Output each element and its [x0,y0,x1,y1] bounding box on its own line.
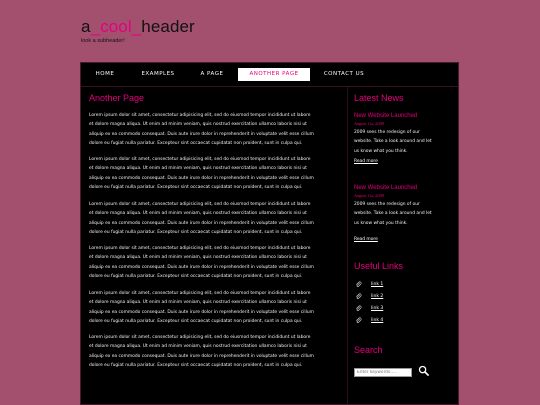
paragraph-4: Lorem ipsum dolor sit amet, consectetur adipisicing elit, sed do eiusmod tempor incididunt ut labore et dolore magna aliqua. Ut enim ad minim veniam, quis nostrud exercitation ullamco laboris nisi ut aliquip ex ea commodo consequat. Duis aute irure dolor in reprehenderit in voluptate velit esse cillum dolore eu fugiat nulla pariatur. Excepteur sint occaecat cupidatat non proident, sunt in culpa qui. [89,246,314,279]
links-heading: Useful Links [354,261,404,271]
nav-divider [81,86,458,87]
news-1-read-more[interactable]: Read more [354,159,378,164]
news-1-body: 2009 sees the redesign of our website. Take a look around and let us know what you think. [354,130,432,154]
paragraph-5: Lorem ipsum dolor sit amet, consectetur adipisicing elit, sed do eiusmod tempor incididunt ut labore et dolore magna aliqua. Ut enim ad minim veniam, quis nostrud exercitation ullamco laboris nisi ut aliquip ex ea commodo consequat. Duis aute irure dolor in reprehenderit in voluptate velit esse cillum dolore eu fugiat nulla pariatur. Excepteur sint occaecat cupidatat non proident, sunt in culpa qui. [89,291,314,324]
paragraph-2: Lorem ipsum dolor sit amet, consectetur adipisicing elit, sed do eiusmod tempor incididunt ut labore et dolore magna aliqua. Ut enim ad minim veniam, quis nostrud exercitation ullamco laboris nisi ut aliquip ex ea commodo consequat. Duis aute irure dolor in reprehenderit in voluptate velit esse cillum dolore eu fugiat nulla pariatur. Excepteur sint occaecat cupidatat non proident, sunt in culpa qui. [89,157,314,190]
paragraph-6: Lorem ipsum dolor sit amet, consectetur adipisicing elit, sed do eiusmod tempor incididunt ut labore et dolore magna aliqua. Ut enim ad minim veniam, quis nostrud exercitation ullamco laboris nisi ut aliquip ex ea commodo consequat. Duis aute irure dolor in reprehenderit in voluptate velit esse cillum dolore eu fugiat nulla pariatur. Excepteur sint occaecat cupidatat non proident, sunt in culpa qui. [89,335,314,368]
logo-suffix: header [141,17,195,36]
site-subheader: look a subheader! [81,38,125,44]
paperclip-icon [355,317,362,324]
search-icon[interactable] [418,365,429,376]
paragraph-3: Lorem ipsum dolor sit amet, consectetur adipisicing elit, sed do eiusmod tempor incididunt ut labore et dolore magna aliqua. Ut enim ad minim veniam, quis nostrud exercitation ullamco laboris nisi ut aliquip ex ea commodo consequat. Duis aute irure dolor in reprehenderit in voluptate velit esse cillum dolore eu fugiat nulla pariatur. Excepteur sint occaecat cupidatat non proident, sunt in culpa qui. [89,202,314,235]
news-2-read-more[interactable]: Read more [354,237,378,242]
paperclip-icon [355,293,362,300]
paragraph-1: Lorem ipsum dolor sit amet, consectetur adipisicing elit, sed do eiusmod tempor incididunt ut labore et dolore magna aliqua. Ut enim ad minim veniam, quis nostrud exercitation ullamco laboris nisi ut aliquip ex ea commodo consequat. Duis aute irure dolor in reprehenderit in voluptate velit esse cillum dolore eu fugiat nulla pariatur. Excepteur sint occaecat cupidatat non proident, sunt in culpa qui. [89,113,314,146]
logo-prefix: a [81,17,91,36]
news-2-body: 2009 sees the redesign of our website. Take a look around and let us know what you think. [354,202,432,226]
nav-another-page[interactable]: ANOTHER PAGE [238,68,310,81]
news-1-title[interactable]: New Website Launched [354,113,418,119]
content-frame: HOME EXAMPLES A PAGE ANOTHER PAGE CONTACT US Another Page Lorem ipsum dolor sit amet, consectetur adipisicing elit, sed do eiusmod tempor incididunt ut labore et dolore magna aliqua. Ut enim ad minim veniam, quis nostrud exercitation ullamco laboris nisi ut aliquip ex ea commodo consequat. Duis aute irure dolor in reprehenderit in voluptate velit esse cillum dolore eu fugiat nulla pariatur. Excepteur sint occaecat cupidatat non proident, sunt in culpa qui. Lorem ipsum dolor sit amet, consectetur adipisicing elit, sed do eiusmod tempor incididunt ut labore et dolore magna aliqua. Ut enim ad minim veniam, quis nostrud exercitation ullamco laboris nisi ut aliquip ex ea commodo consequat. Duis aute irure dolor in reprehenderit in voluptate velit esse cillum dolore eu fugiat nulla pariatur. Excepteur sint occaecat cupidatat non proident, sunt in culpa qui. Lorem ipsum dolor sit amet, consectetur adipisicing elit, sed do eiusmod tempor incididunt ut labore et dolore magna aliqua. Ut enim ad minim veniam, quis nostrud exercitation ullamco laboris nisi ut aliquip ex ea commodo consequat. Duis aute irure dolor in reprehenderit in voluptate velit esse cillum dolore eu fugiat nulla pariatur. Excepteur sint occaecat cupidatat non proident, sunt in culpa qui. Lorem ipsum dolor sit amet, consectetur adipisicing elit, sed do eiusmod tempor incididunt ut labore et dolore magna aliqua. Ut enim ad minim veniam, quis nostrud exercitation ullamco laboris nisi ut aliquip ex ea commodo consequat. Duis aute irure dolor in reprehenderit in voluptate velit esse cillum dolore eu fugiat nulla pariatur. Excepteur sint occaecat cupidatat non proident, sunt in culpa qui. Lorem ipsum dolor sit amet, consectetur adipisicing elit, sed do eiusmod tempor incididunt ut labore et dolore magna aliqua. Ut enim ad minim veniam, quis nostrud exercitation ullamco laboris nisi ut aliquip ex ea commodo consequat. Duis aute irure dolor in reprehenderit in voluptate velit esse cillum dolore eu fugiat nulla pariatur. Excepteur sint occaecat cupidatat non proident, sunt in culpa qui. Lorem ipsum dolor sit amet, consectetur adipisicing elit, sed do eiusmod tempor incididunt ut labore et dolore magna aliqua. Ut enim ad minim veniam, quis nostrud exercitation ullamco laboris nisi ut aliquip ex ea commodo consequat. Duis aute irure dolor in reprehenderit in voluptate velit esse cillum dolore eu fugiat nulla pariatur. Excepteur sint occaecat cupidatat non proident, sunt in culpa qui. Latest News New Website Launched August 1st, 2009 2009 sees the redesign of our website. Take a look around and let us know what you think. Read more New Website Launched August 1st, 2009 2009 sees the redesign of our website. Take a look around and let us know what you think. Read more Useful Links link 1 link 2 link 3 link 4 Search Enter keywords..... [80,62,459,405]
nav-examples[interactable]: EXAMPLES [141,71,175,77]
site-logo[interactable] [81,17,195,37]
nav-home[interactable]: HOME [95,71,115,77]
news-1-date: August 1st, 2009 [354,121,385,126]
paperclip-icon [355,281,362,288]
main-nav [81,63,458,86]
nav-a-page[interactable]: A PAGE [200,71,224,77]
search-heading: Search [354,345,383,355]
search-input[interactable] [354,368,412,377]
news-2-title[interactable]: New Website Launched [354,185,418,191]
column-divider [347,87,348,405]
nav-contact-us[interactable]: CONTACT US [323,71,365,77]
news-heading: Latest News [354,93,404,103]
paperclip-icon [355,305,362,312]
news-2-date: August 1st, 2009 [354,193,385,198]
page-title: Another Page [89,93,145,103]
logo-accent: _cool_ [90,17,142,36]
